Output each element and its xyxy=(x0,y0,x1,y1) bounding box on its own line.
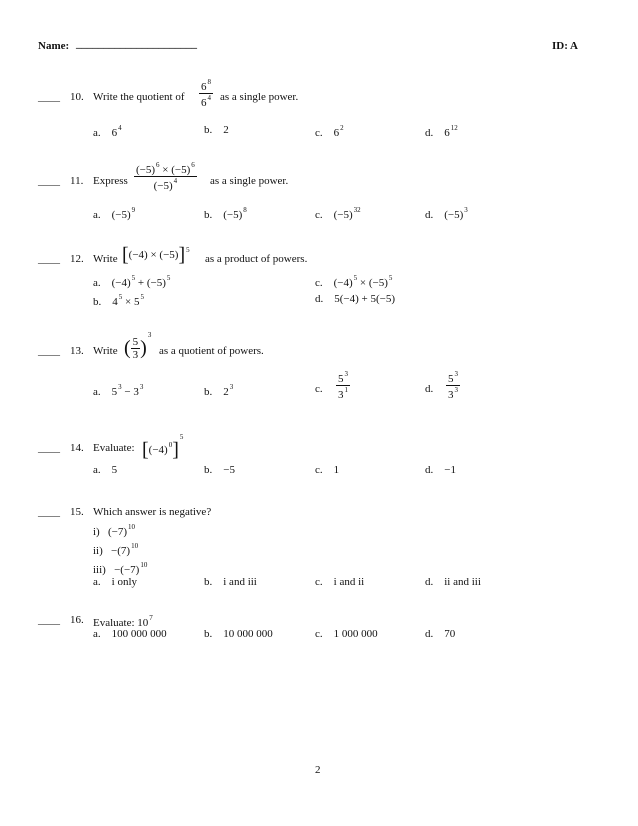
option-exponent: 10 xyxy=(140,561,148,569)
fraction-denominator: 3 xyxy=(132,348,139,361)
choice-letter: b. xyxy=(204,576,213,588)
question-number: 14. xyxy=(70,442,84,454)
choice-base: (−5) xyxy=(111,209,131,221)
choice-c[interactable] xyxy=(315,124,344,139)
choice-letter: c. xyxy=(315,277,323,289)
choice-base: 2 xyxy=(223,386,229,398)
choice-exponent: 1 xyxy=(344,386,348,394)
choice-exponent: 3 xyxy=(139,383,144,391)
choice-text: 1 000 000 xyxy=(333,628,378,640)
choice-d[interactable] xyxy=(425,576,481,588)
question-text-base: Evaluate: 10 xyxy=(93,617,149,629)
choice-base: 6 xyxy=(444,127,450,139)
choice-letter: a. xyxy=(93,386,101,398)
choice-base: (−5) xyxy=(333,209,353,221)
choice-text: i and iii xyxy=(223,576,257,588)
denominator-base: 6 xyxy=(201,97,207,109)
choice-d-label: d. xyxy=(425,383,434,395)
question-text-end: as a product of powers. xyxy=(205,253,308,265)
choice-exponent: 8 xyxy=(243,206,247,214)
choice-term: 3 xyxy=(133,386,139,398)
choice-b[interactable] xyxy=(204,628,273,640)
outer-exponent: 5 xyxy=(186,246,190,255)
choice-a[interactable] xyxy=(93,576,137,588)
option-exponent: 10 xyxy=(131,542,139,550)
choice-operator: + xyxy=(137,277,145,289)
choice-exponent: 3 xyxy=(229,383,234,391)
choice-d[interactable] xyxy=(425,206,468,221)
choice-b[interactable] xyxy=(204,464,235,476)
choice-text: 10 000 000 xyxy=(223,628,273,640)
fraction-numerator: 5 xyxy=(132,335,139,348)
choice-exponent: 3 xyxy=(118,383,122,391)
choice-term: 5 xyxy=(133,296,140,308)
choice-exponent: 32 xyxy=(353,206,361,214)
answer-blank: ____ xyxy=(38,253,60,265)
question-text-end: as a single power. xyxy=(220,91,299,103)
choice-c[interactable] xyxy=(315,464,339,476)
option-exponent: 10 xyxy=(128,523,136,531)
choice-text: −1 xyxy=(444,464,456,476)
choice-base: 2 xyxy=(223,124,229,136)
question-number: 13. xyxy=(70,345,84,357)
expression-fraction xyxy=(134,161,197,192)
choice-denominator: 3 xyxy=(338,389,344,401)
choice-term: 4 xyxy=(112,296,118,308)
choice-term: (−4) xyxy=(111,277,131,289)
inner-exponent: 0 xyxy=(168,441,173,449)
option-i xyxy=(93,523,135,538)
choice-exponent: 3 xyxy=(464,206,468,214)
bracketed-power: $[(-4)^0]^5$ xyxy=(142,433,184,461)
question-text: Write xyxy=(93,345,118,357)
choice-term: 5 xyxy=(111,386,118,398)
choice-text: 100 000 000 xyxy=(111,628,167,640)
choice-d[interactable] xyxy=(315,293,395,305)
choice-exponent: 3 xyxy=(454,370,458,378)
choice-c[interactable] xyxy=(315,628,378,640)
choice-letter: c. xyxy=(315,576,323,588)
choice-text: 70 xyxy=(444,628,456,640)
choice-b[interactable] xyxy=(204,383,233,398)
bracketed-expression: $[(-4) \times (-5)]^5$ xyxy=(122,244,190,266)
choice-numerator: 5 xyxy=(448,373,454,385)
choice-letter: a. xyxy=(93,464,101,476)
numerator-base: 6 xyxy=(201,81,207,93)
choice-letter: b. xyxy=(204,628,213,640)
choice-c[interactable] xyxy=(315,206,361,221)
answer-blank: ____ xyxy=(38,442,60,454)
option-ii xyxy=(93,542,138,557)
choice-c[interactable] xyxy=(315,274,392,289)
choice-text: −5 xyxy=(223,464,235,476)
choice-d[interactable] xyxy=(425,628,455,640)
choice-exponent: 9 xyxy=(131,206,136,214)
choice-text: i and ii xyxy=(333,576,365,588)
choice-letter: a. xyxy=(93,209,101,221)
question-text: Express xyxy=(93,175,128,187)
id-label: ID: A xyxy=(552,40,578,52)
choice-a[interactable] xyxy=(93,383,143,398)
choice-letter: a. xyxy=(93,576,101,588)
choice-base: (−5) xyxy=(444,209,464,221)
choice-letter: a. xyxy=(93,628,101,640)
choice-b[interactable] xyxy=(204,206,247,221)
denominator-exponent: 4 xyxy=(207,94,211,102)
times-sign: × xyxy=(162,164,169,176)
choice-exponent: 12 xyxy=(450,124,458,132)
option-label: iii) xyxy=(93,564,106,576)
question-text: Which answer is negative? xyxy=(93,506,212,518)
inner-product: (−4) × (−5) xyxy=(128,249,179,262)
choice-a[interactable] xyxy=(93,206,135,221)
question-number: 10. xyxy=(70,91,84,103)
parenthesized-fraction: ( $\frac{5}{3}$ )$^3$ xyxy=(124,331,152,361)
choice-operator: × xyxy=(125,296,132,308)
inner-base: (−4) xyxy=(148,444,168,456)
choice-exponent: 5 xyxy=(166,274,171,282)
choice-letter: d. xyxy=(425,127,434,139)
choice-letter: c. xyxy=(315,127,323,139)
choice-base: (−5) xyxy=(223,209,243,221)
name-line: ______________________ xyxy=(76,38,197,50)
numerator-factor: (−5) xyxy=(171,164,191,176)
numerator-exponent: 6 xyxy=(156,161,160,169)
choice-term: (−5) xyxy=(368,277,388,289)
question-number: 16. xyxy=(70,614,84,626)
question-text-end: as a quotient of powers. xyxy=(159,345,264,357)
choice-letter: b. xyxy=(204,124,213,136)
choice-text: 1 xyxy=(333,464,340,476)
numerator-factor: (−5) xyxy=(136,164,156,176)
quotient-fraction xyxy=(199,78,213,109)
choice-base: 6 xyxy=(111,127,118,139)
outer-exponent: 3 xyxy=(147,331,152,339)
choice-a[interactable] xyxy=(93,464,117,476)
choice-d[interactable] xyxy=(425,464,456,476)
option-text: (−7) xyxy=(107,526,128,538)
name-label: Name: xyxy=(38,40,70,52)
choice-b[interactable] xyxy=(93,293,144,308)
choice-letter: d. xyxy=(315,293,324,305)
choice-numerator: 5 xyxy=(338,373,344,385)
choice-letter: a. xyxy=(93,277,101,289)
choice-a[interactable] xyxy=(93,628,167,640)
question-number: 11. xyxy=(70,175,84,187)
choice-letter: b. xyxy=(204,209,213,221)
page-number: 2 xyxy=(315,764,321,776)
choice-letter: d. xyxy=(425,576,434,588)
choice-c-label: c. xyxy=(315,383,323,395)
option-text: −(7) xyxy=(111,545,131,557)
choice-letter: c. xyxy=(315,628,323,640)
choice-a[interactable] xyxy=(93,124,122,139)
answer-blank: ____ xyxy=(38,91,60,103)
question-number: 12. xyxy=(70,253,84,265)
choice-letter: d. xyxy=(425,209,434,221)
choice-text: 5 xyxy=(111,464,118,476)
choice-denominator: 3 xyxy=(448,389,454,401)
option-iii xyxy=(93,561,147,576)
choice-exponent: 5 xyxy=(353,274,358,282)
choice-b[interactable] xyxy=(204,576,257,588)
question-number: 15. xyxy=(70,506,84,518)
choice-letter: d. xyxy=(425,628,434,640)
question-text: Evaluate: xyxy=(93,442,135,454)
choice-d[interactable] xyxy=(425,124,458,139)
choice-c[interactable] xyxy=(315,576,364,588)
choice-c[interactable] xyxy=(336,370,350,401)
choice-exponent: 4 xyxy=(118,124,122,132)
answer-blank: ____ xyxy=(38,614,60,626)
option-text: −(−7) xyxy=(114,564,140,576)
numerator-exponent: 6 xyxy=(191,161,195,169)
numerator-exponent: 8 xyxy=(207,78,211,86)
choice-d[interactable] xyxy=(446,370,460,401)
outer-exponent: 5 xyxy=(179,433,184,441)
denominator-exponent: 4 xyxy=(173,177,178,185)
choice-letter: d. xyxy=(425,464,434,476)
option-label: i) xyxy=(93,526,100,538)
choice-exponent: 5 xyxy=(388,274,393,282)
choice-exponent: 5 xyxy=(140,293,144,301)
choice-base: 6 xyxy=(333,127,340,139)
choice-exponent: 5 xyxy=(118,293,123,301)
choice-letter: a. xyxy=(93,127,101,139)
choice-b[interactable] xyxy=(204,124,229,136)
choice-exponent: 3 xyxy=(344,370,348,378)
choice-operator: − xyxy=(124,386,131,398)
choice-exponent: 2 xyxy=(340,124,344,132)
choice-exponent: 3 xyxy=(454,386,458,394)
question-text xyxy=(93,614,153,629)
choice-letter: c. xyxy=(315,209,323,221)
choice-text: 5(−4) + 5(−5) xyxy=(334,293,396,305)
choice-letter: b. xyxy=(204,386,213,398)
choice-letter: b. xyxy=(93,296,102,308)
choice-letter: c. xyxy=(315,464,323,476)
choice-term: (−4) xyxy=(333,277,353,289)
question-text: Write xyxy=(93,253,118,265)
option-label: ii) xyxy=(93,545,103,557)
choice-exponent: 5 xyxy=(131,274,136,282)
denominator-base: (−5) xyxy=(153,180,173,192)
question-text: Write the quotient of xyxy=(93,91,185,103)
answer-blank: ____ xyxy=(38,506,60,518)
choice-a[interactable] xyxy=(93,274,170,289)
choice-letter: b. xyxy=(204,464,213,476)
choice-term: (−5) xyxy=(146,277,166,289)
choice-text: i only xyxy=(111,576,138,588)
answer-blank: ____ xyxy=(38,345,60,357)
choice-text: ii and iii xyxy=(444,576,481,588)
question-text-end: as a single power. xyxy=(210,175,289,187)
answer-blank: ____ xyxy=(38,175,60,187)
question-exponent: 7 xyxy=(149,614,153,622)
choice-operator: × xyxy=(359,277,367,289)
